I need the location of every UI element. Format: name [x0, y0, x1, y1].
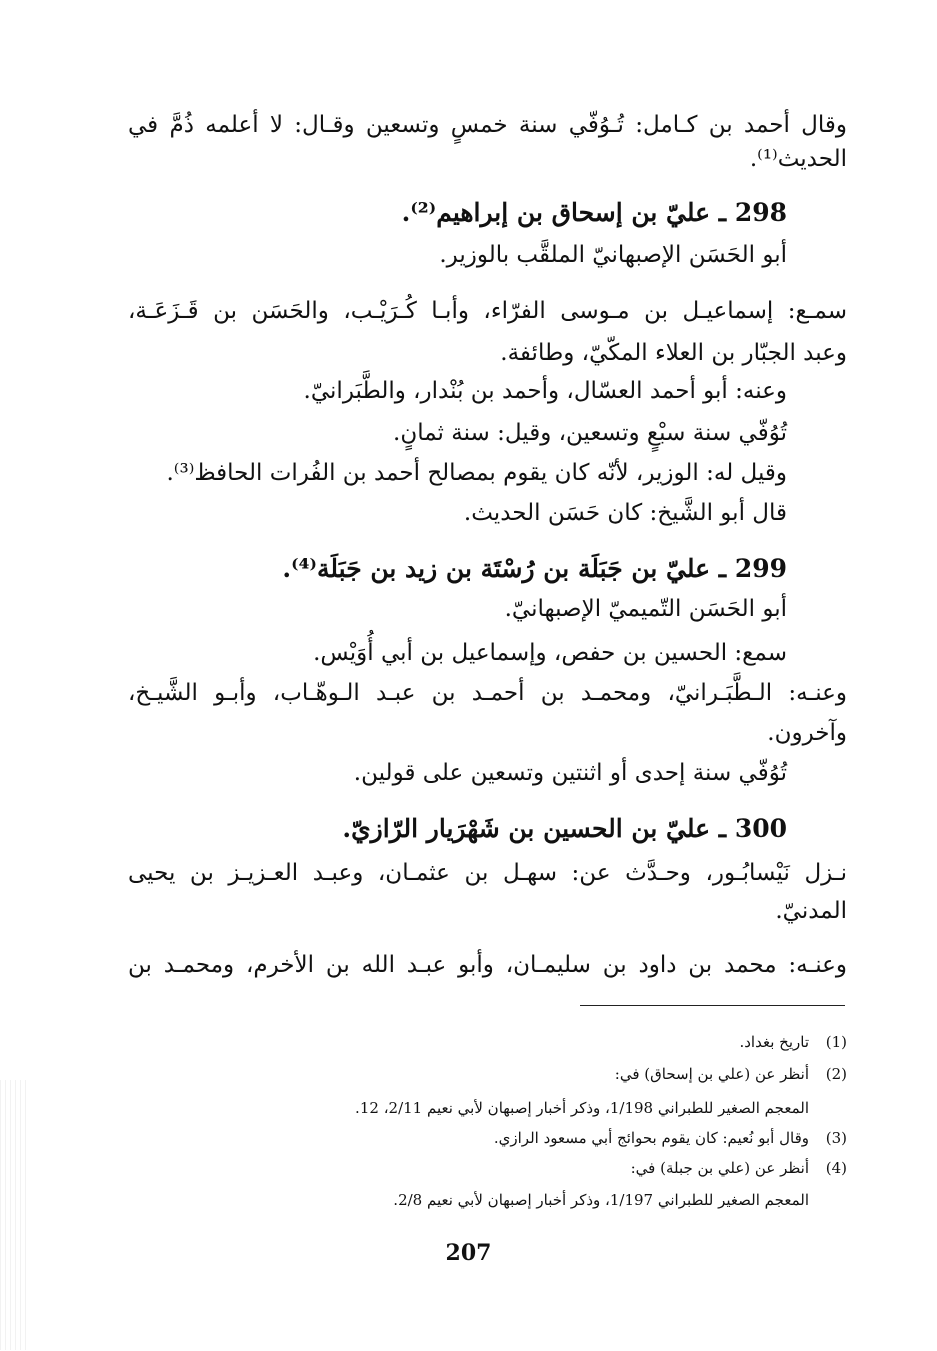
text-line: سمـع: إسماعيـل بن مـوسى الفرّاء، وأبـا كُـرَيْـب، والحَسَن بن قَـزَعَـة،	[128, 298, 847, 324]
footnote-text: المعجم الصغير للطبراني 1/198، وذكر أخبار إصبهان لأبي نعيم 2/11، 12.	[355, 1099, 809, 1117]
entry-heading-300: 300 ـ عليّ بن الحسين بن شَهْرَيار الرّازيّ.	[342, 814, 787, 843]
text-line: تُوُفّي سنة إحدى أو اثنتين وتسعين على قولين.	[353, 760, 787, 786]
text-line: قال أبو الشَّيخ: كان حَسَن الحديث.	[463, 500, 787, 526]
scan-edge-noise	[0, 1080, 30, 1350]
footnote-number: (2)	[825, 1065, 847, 1083]
text-line: وعنـه: محمد بن داود بن سليمـان، وأبو عبـد الله بن الأخرم، ومحمـد بن	[128, 952, 847, 978]
footnote-number: (4)	[825, 1159, 847, 1177]
text-line: تُوُفّي سنة سبْعٍ وتسعين، وقيل: سنة ثمانٍ.	[393, 420, 787, 446]
footnote-text: تاريخ بغداد.	[739, 1033, 809, 1051]
text-line: المدنيّ.	[775, 898, 847, 924]
text-line: وقيل له: الوزير، لأنّه كان يقوم بمصالح أحمد بن الفُرات الحافظ⁽³⁾.	[166, 460, 787, 486]
text-line: وعنـه: الـطَّبَـرانيّ، ومحمـد بن أحمـد بن عبـد الـوهّـاب، وأبـو الشَّيـخ،	[128, 680, 847, 706]
footnote-number: (3)	[825, 1129, 847, 1147]
footnote-text: المعجم الصغير للطبراني 1/197، وذكر أخبار إصبهان لأبي نعيم 2/8.	[393, 1191, 809, 1209]
text-line: نـزل نَيْسابُـور، وحـدَّث عن: سهـل بن عثمـان، وعبـد العـزيـز بن يحيى	[128, 860, 847, 886]
footnote-number: (1)	[825, 1033, 847, 1051]
text-line: وعنه: أبو أحمد العسّال، وأحمد بن بُنْدار، والطَّبَرانيّ.	[303, 378, 787, 404]
footnote-text: أنظر عن (علي بن جبلة) في:	[630, 1159, 809, 1177]
text-line: وآخرون.	[767, 720, 847, 746]
footnote-divider	[580, 1005, 845, 1006]
text-line: الحديث⁽¹⁾.	[749, 146, 847, 172]
text-line: أبو الحَسَن التّميميّ الإصبهانيّ.	[504, 596, 787, 622]
page-number: 207	[445, 1240, 492, 1266]
footnote-text: وقال أبو نُعيم: كان يقوم بحوائج أبي مسعود الرازي.	[493, 1129, 809, 1147]
text-line: وعبد الجبّار بن العلاء المكّيّ، وطائفة.	[500, 340, 847, 366]
entry-heading-298: 298 ـ عليّ بن إسحاق بن إبراهيم⁽²⁾.	[401, 198, 787, 227]
text-line: سمع: الحسين بن حفص، وإسماعيل بن أبي أُوَيْس.	[313, 640, 787, 666]
text-line: أبو الحَسَن الإصبهانيّ الملقَّب بالوزير.	[439, 242, 787, 268]
entry-heading-299: 299 ـ عليّ بن جَبَلَة بن رُسْتَة بن زيد بن جَبَلَة⁽⁴⁾.	[282, 554, 787, 583]
footnote-text: أنظر عن (علي بن إسحاق) في:	[614, 1065, 809, 1083]
text-line: وقال أحمد بن كـامل: تُـوُفّي سنة خمسٍ وتسعين وقـال: لا أعلمه ذُمَّ في	[128, 112, 847, 138]
